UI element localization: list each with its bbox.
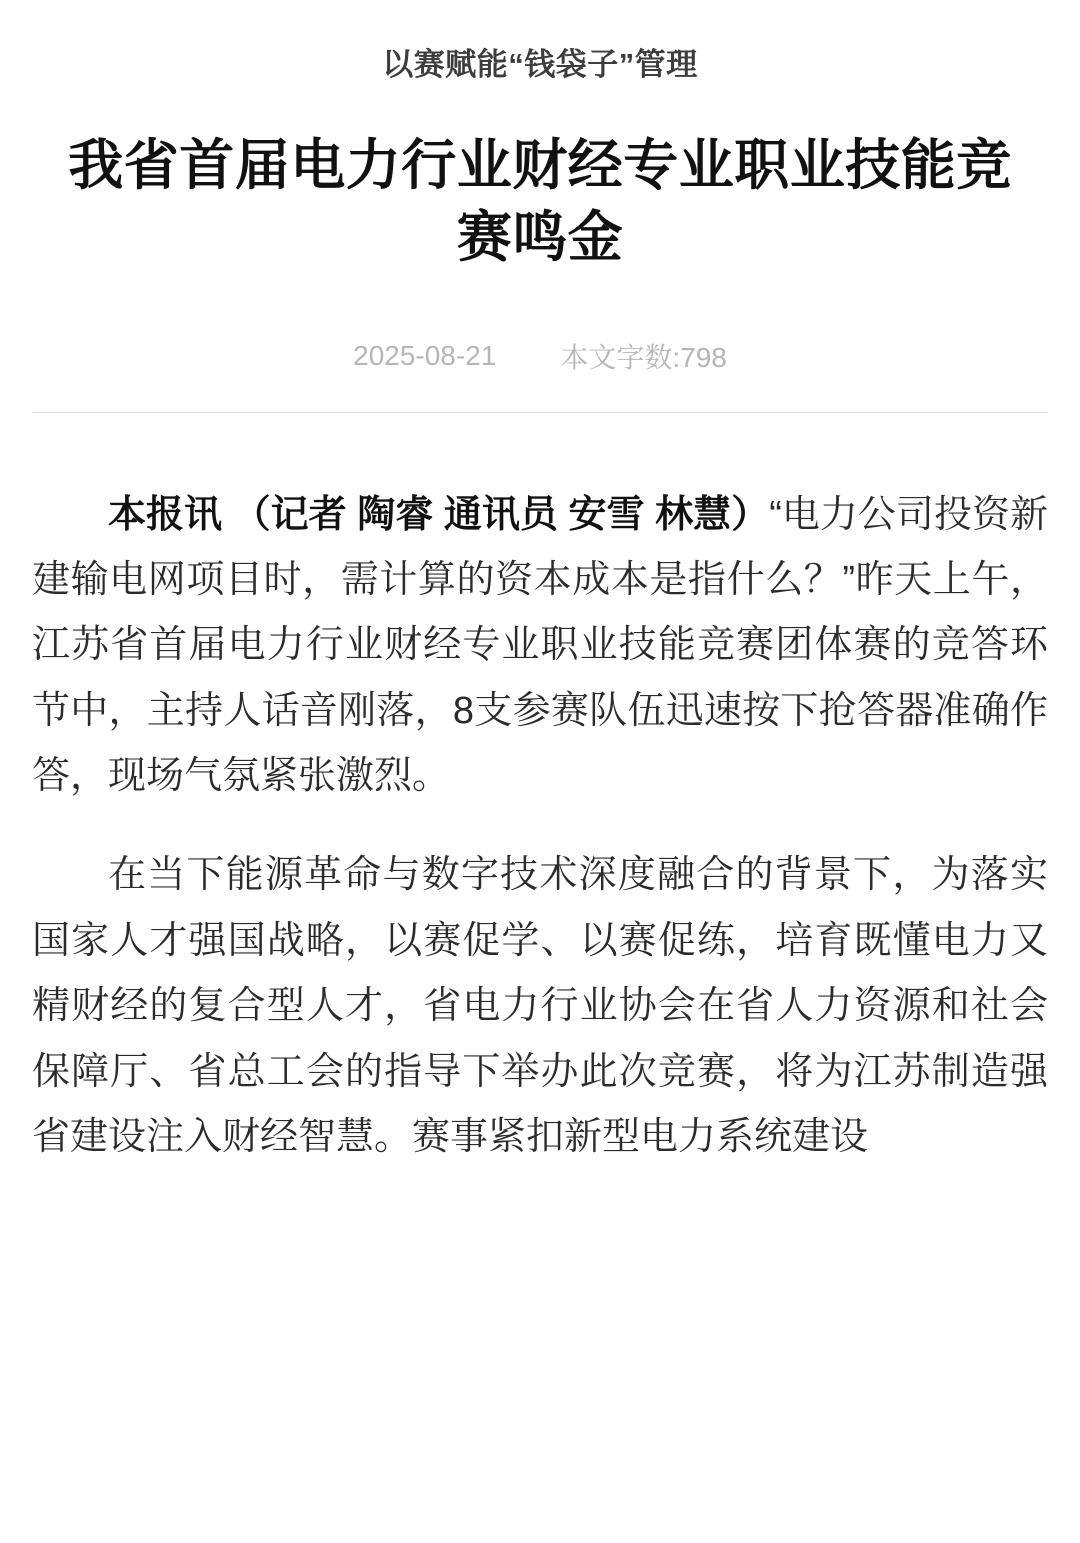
paragraph-2-text: 在当下能源革命与数字技术深度融合的背景下，为落实国家人才强国战略，以赛促学、以赛促练，培育既懂电力又精财经的复合型人才，省电力行业协会在省人力资源和社会保障厅、省总工会的指导下举办此次竞赛，将为江苏制造强省建设注入财经智慧。赛事紧扣新型电力系统建设	[32, 854, 1048, 1158]
article-body	[32, 483, 1048, 1171]
article-meta	[32, 336, 1048, 376]
byline: 本报讯 （记者 陶睿 通讯员 安雪 林慧）	[108, 493, 770, 536]
paragraph-1-text: “电力公司投资新建输电网项目时，需计算的资本成本是指什么？”昨天上午，江苏省首届电力行业财经专业职业技能竞赛团体赛的竞答环节中，主持人话音刚落，8支参赛队伍迅速按下抢答器准确作答，现场气氛紧张激烈。	[32, 493, 1048, 798]
word-count: 本文字数:798	[560, 341, 727, 373]
page-title: 我省首届电力行业财经专业职业技能竞赛鸣金	[68, 133, 1012, 269]
header-divider	[32, 412, 1048, 413]
article-kicker: 以赛赋能“钱袋子”管理	[382, 47, 698, 82]
publish-date: 2025-08-21	[353, 339, 497, 371]
paragraph-1	[32, 483, 1048, 810]
paragraph-2	[32, 843, 1048, 1170]
